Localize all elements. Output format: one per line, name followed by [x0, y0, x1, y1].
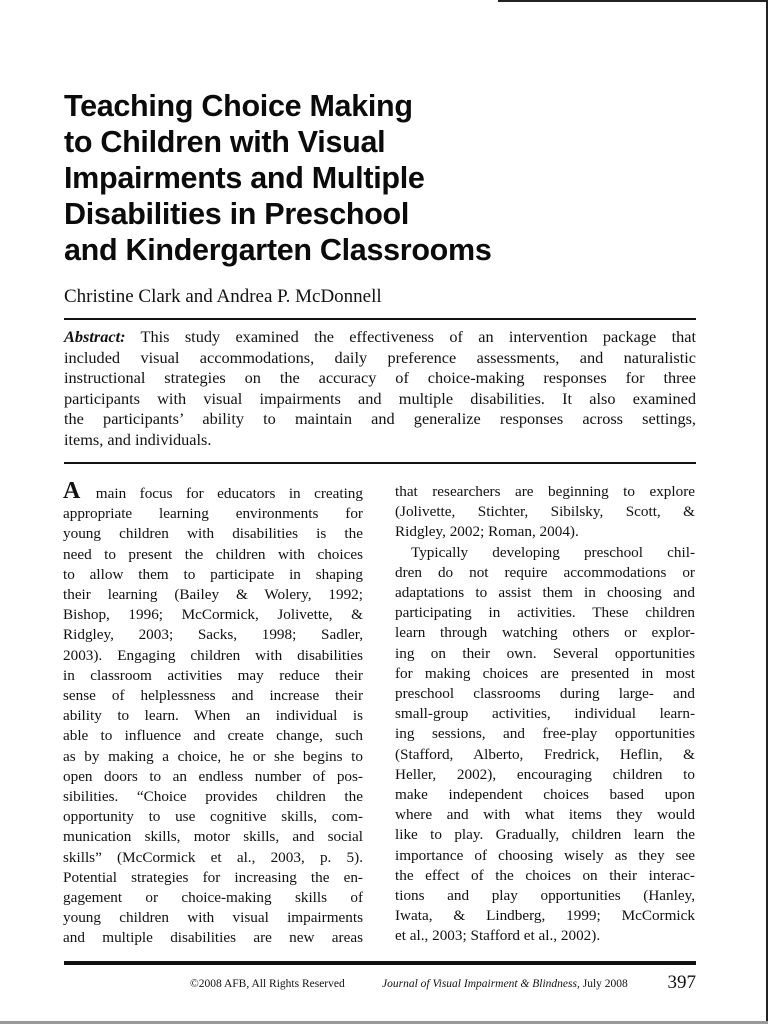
abstract-line: included visual accommodations, daily preference assessments, and naturalistic	[64, 347, 696, 367]
body-line: and multiple disabilities are new areas	[63, 929, 363, 947]
scan-edge-top	[498, 0, 768, 2]
body-line: for making choices are presented in most	[395, 664, 695, 682]
body-line: importance of choosing wisely as they see	[395, 846, 695, 864]
abstract-bottom-rule	[64, 462, 696, 464]
title-line: and Kindergarten Classrooms	[64, 233, 492, 267]
journal-name: Journal of Visual Impairment & Blindness,	[382, 978, 580, 990]
body-line: their learning (Bailey & Wolery, 1992;	[63, 586, 363, 604]
page-footer	[64, 972, 696, 997]
title-line: Teaching Choice Making	[64, 89, 413, 123]
body-line: ing sessions, and free-play opportunities	[395, 725, 695, 743]
body-line: Bishop, 1996; McCormick, Jolivette, &	[63, 606, 363, 624]
body-line: like to play. Gradually, children learn the	[395, 826, 695, 844]
body-line: able to influence and create change, such	[63, 727, 363, 745]
drop-cap: A	[63, 478, 81, 504]
body-line: Iwata, & Lindberg, 1999; McCormick	[395, 907, 695, 925]
body-line: 2003). Engaging children with disabilities	[63, 646, 363, 664]
body-line: Typically developing preschool chil-	[411, 543, 695, 561]
body-line: that researchers are beginning to explore	[395, 483, 695, 500]
article-title	[64, 88, 664, 268]
abstract-line	[64, 327, 696, 348]
body-line: adaptations to assist them in choosing and	[395, 584, 695, 602]
body-line	[63, 478, 363, 504]
title-line: Disabilities in Preschool	[64, 197, 410, 231]
body-line: learn through watching others or explor-	[395, 624, 695, 642]
body-line: ing on their own. Several opportunities	[395, 644, 695, 662]
abstract-label: Abstract:	[64, 327, 126, 346]
body-line: ability to learn. When an individual is	[63, 707, 363, 725]
body-line: young children with visual impairments	[63, 909, 363, 927]
title-line: to Children with Visual	[64, 125, 386, 159]
body-line: preschool classrooms during large- and	[395, 685, 695, 703]
body-line: appropriate learning environments for	[63, 505, 363, 523]
body-line: small-group activities, individual learn-	[395, 705, 695, 723]
abstract-text: This study examined the effectiveness of an intervention package that	[125, 327, 696, 346]
body-line: need to present the children with choices	[63, 545, 363, 563]
body-line: (Stafford, Alberto, Fredrick, Heflin, &	[395, 745, 695, 763]
body-line: young children with disabilities is the	[63, 525, 363, 543]
body-line: open doors to an endless number of pos-	[63, 767, 363, 785]
title-line: Impairments and Multiple	[64, 161, 425, 195]
abstract	[64, 327, 696, 450]
issue-date: July 2008	[579, 978, 628, 990]
copyright-notice: ©2008 AFB, All Rights Reserved	[190, 978, 345, 990]
journal-citation	[382, 978, 628, 990]
body-line: tions and play opportunities (Hanley,	[395, 887, 695, 905]
body-column-left	[63, 478, 363, 949]
abstract-line: items, and individuals.	[64, 429, 212, 449]
article-authors: Christine Clark and Andrea P. McDonnell	[64, 286, 382, 307]
body-line: where and with what items they would	[395, 806, 695, 824]
body-line: to allow them to participate in shaping	[63, 565, 363, 583]
abstract-top-rule	[64, 318, 696, 320]
page-number: 397	[667, 972, 696, 993]
body-column-right	[395, 482, 695, 947]
body-line: sibilities. “Choice provides children the	[63, 788, 363, 806]
body-line: dren do not require accommodations or	[395, 563, 695, 581]
body-line: make independent choices based upon	[395, 786, 695, 804]
body-text: main focus for educators in creating	[82, 485, 363, 502]
abstract-line: participants with visual impairments and multiple disabilities. It also examined	[64, 388, 696, 408]
body-line: opportunity to use cognitive skills, com-	[63, 808, 363, 826]
body-line: munication skills, motor skills, and social	[63, 828, 363, 846]
body-line: the effect of the choices on their interac-	[395, 866, 695, 884]
body-line: in classroom activities may reduce their	[63, 666, 363, 684]
body-line: participating in activities. These children	[395, 604, 695, 622]
body-line: Ridgley, 2003; Sacks, 1998; Sadler,	[63, 626, 363, 644]
body-line: skills” (McCormick et al., 2003, p. 5).	[63, 848, 363, 866]
body-line: Ridgley, 2002; Roman, 2004).	[395, 523, 579, 541]
body-line: et al., 2003; Stafford et al., 2002).	[395, 927, 601, 945]
body-line: (Jolivette, Stichter, Sibilsky, Scott, &	[395, 503, 695, 521]
body-line: Potential strategies for increasing the en-	[63, 868, 363, 886]
body-line: as by making a choice, he or she begins to	[63, 747, 363, 765]
footer-rule	[64, 961, 696, 965]
abstract-line: the participants’ ability to maintain and generalize responses across settings,	[64, 409, 696, 428]
body-line: Heller, 2002), encouraging children to	[395, 765, 695, 783]
body-line: gagement or choice-making skills of	[63, 889, 363, 907]
abstract-line: instructional strategies on the accuracy of choice-making responses for three	[64, 368, 696, 387]
body-line: sense of helplessness and increase their	[63, 687, 363, 705]
